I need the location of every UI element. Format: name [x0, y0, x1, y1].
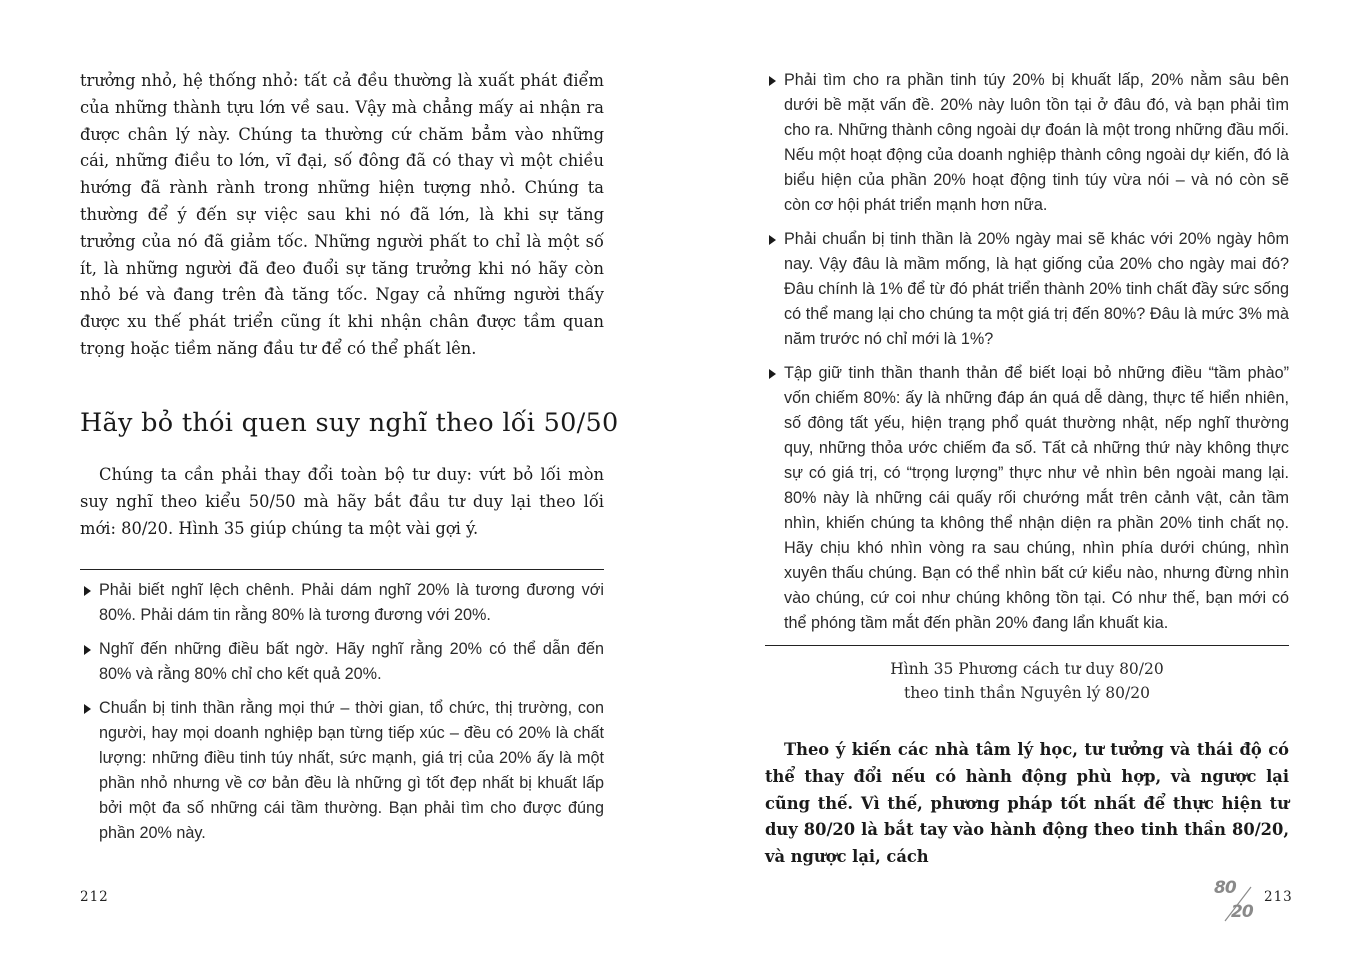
- section-title: Hãy bỏ thói quen suy nghĩ theo lối 50/50: [80, 408, 619, 438]
- left-body-paragraph: trưởng nhỏ, hệ thống nhỏ: tất cả đều thường là xuất phát điểm của những thành tựu lớn về sau. Vậy mà chẳng mấy ai nhận ra được chân lý này. Chúng ta thường cứ chăm bẳm vào những cái, những điều to lớn, vĩ đại, số đông đã có thay vì một chiều hướng đã rành rành trong những hiện tượng nhỏ. Chúng ta thường để ý đến sự việc sau khi nó đã lớn, là khi sự tăng trưởng của nó đã giảm tốc. Những người phất to chỉ là một số ít, là những người đã đeo đuổi sự tăng trưởng khi nó hãy còn nhỏ bé và đang trên đà tăng tốc. Ngay cả những người thấy được xu thế phát triển cũng ít khi nhận chân được tầm quan trọng hoặc tiềm năng đầu tư để có thể phất lên.: [80, 71, 604, 358]
- right-body-paragraph: Theo ý kiến các nhà tâm lý học, tư tưởng và thái độ có thể thay đổi nếu có hành động phù hợp, và ngược lại cũng thế. Vì thế, phương pháp tốt nhất để thực hiện tư duy 80/20 là bắt tay vào hành động theo tinh thần 80/20, và ngược lại, cách: [765, 740, 1289, 867]
- left-intro-paragraph: Chúng ta cần phải thay đổi toàn bộ tư duy: vứt bỏ lối mòn suy nghĩ theo kiểu 50/50 mà hãy bắt đầu tư duy lại theo lối mới: 80/20. Hình 35 giúp chúng ta một vài gợi ý.: [80, 465, 604, 538]
- 80-20-logo: [1212, 878, 1264, 924]
- right-page: [685, 0, 1370, 969]
- bullet-item: Chuẩn bị tinh thần rằng mọi thứ – thời gian, tổ chức, thị trường, con người, hay mọi doanh nghiệp bạn từng tiếp xúc – đều có 20% là chất lượng: những điều tinh túy nhất, sức mạnh, giá trị của 20% ấy là một phần nhỏ nhưng về cơ bản đều là những gì tốt đẹp nhất bị khuất lấp bởi một đa số những cái tầm thường. Bạn phải tìm cho được đúng phần 20% này.: [80, 696, 604, 846]
- figure-bottom-rule: [765, 645, 1289, 646]
- left-bullet-list: [80, 578, 604, 855]
- page-number: 212: [80, 889, 109, 905]
- arrow-bullet-icon: [769, 235, 776, 245]
- caption-line-2: theo tinh thần Nguyên lý 80/20: [904, 684, 1150, 702]
- caption-line-1: Hình 35 Phương cách tư duy 80/20: [890, 660, 1164, 678]
- bullet-item: Phải biết nghĩ lệch chênh. Phải dám nghĩ 20% là tương đương với 80%. Phải dám tin rằng 80% là tương đương với 20%.: [80, 578, 604, 628]
- logo-bottom-number: 20: [1231, 902, 1253, 922]
- arrow-bullet-icon: [84, 586, 91, 596]
- bullet-item: Nghĩ đến những điều bất ngờ. Hãy nghĩ rằng 20% có thể dẫn đến 80% và rằng 80% chỉ cho kết quả 20%.: [80, 637, 604, 687]
- figure-caption: [765, 657, 1289, 705]
- bullet-item: Phải chuẩn bị tinh thần là 20% ngày mai sẽ khác với 20% ngày hôm nay. Vậy đâu là mầm mống, là hạt giống của 20% cho ngày mai đó? Đâu chính là 1% để từ đó phát triển thành 20% tinh chất đầy sức sống có thể mang lại cho chúng ta một giá trị đến 80%? Đâu là mức 3% mà năm trước nó chỉ mới là 1%?: [765, 227, 1289, 352]
- bullet-item: Phải tìm cho ra phần tinh túy 20% bị khuất lấp, 20% nằm sâu bên dưới bề mặt vấn đề. 20% này luôn tồn tại ở đâu đó, và bạn phải tìm cho ra. Những thành công ngoài dự đoán là một trong những đầu mối. Nếu một hoạt động của doanh nghiệp thành công ngoài dự kiến, đó là biểu hiện của phần 20% hoạt động tinh túy vừa nói – và nó còn sẽ còn cơ hội phát triển mạnh hơn nữa.: [765, 68, 1289, 218]
- figure-top-rule: [80, 569, 604, 570]
- arrow-bullet-icon: [769, 369, 776, 379]
- arrow-bullet-icon: [84, 704, 91, 714]
- arrow-bullet-icon: [84, 645, 91, 655]
- arrow-bullet-icon: [769, 76, 776, 86]
- bullet-item: Tập giữ tinh thần thanh thản để biết loại bỏ những điều “tầm phào” vốn chiếm 80%: ấy là những đáp án quá dễ dàng, thực tế hiển nhiên, số đông tất yếu, hiện trạng phổ quát thường nhật, nếp nghĩ thường quy, những thỏa ước chiếm đa số. Tất cả những thứ này không thực sự có giá trị, có “trọng lượng” thực như vẻ nhìn bên ngoài mang lại. 80% này là những cái quấy rối chướng mắt trên cảnh vật, cản tầm nhìn, khiến chúng ta không thể nhận diện ra phần 20% tinh chất nọ. Hãy chịu khó nhìn vòng ra sau chúng, nhìn phía dưới chúng, nhìn xuyên thấu chúng. Bạn có thể nhìn bất cứ kiểu nào, nhưng đừng nhìn vào chúng, cứ coi như chúng không tồn tại. Có như thế, bạn mới có thể phóng tầm mắt đến phần 20% đang lẩn khuất kia.: [765, 361, 1289, 636]
- page-number: 213: [1264, 889, 1293, 905]
- logo-top-number: 80: [1214, 878, 1236, 898]
- right-bullet-list: [765, 68, 1289, 645]
